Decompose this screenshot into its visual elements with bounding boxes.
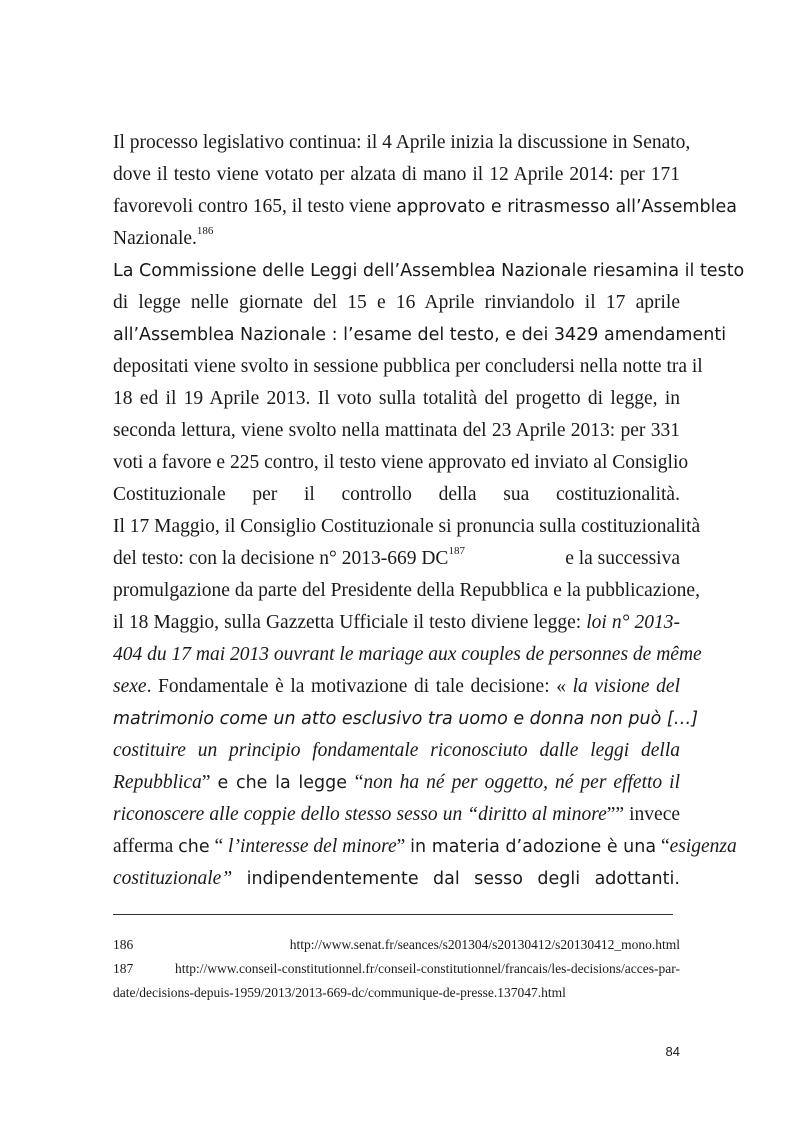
text-line-21 [113,771,680,795]
text-line-18 [113,675,680,699]
text-span-sans: in materia d’adozione è una [410,837,657,857]
footnote-separator [113,914,673,915]
text-span-italic: sexe [113,676,147,697]
text-line-22 [113,803,680,827]
text-line-8: depositati viene svolto in sessione pubblica per concludersi nella notte tra il [113,356,703,377]
text-line-12 [113,483,680,507]
text-span-italic: la visione del [572,676,680,697]
text-line-2: dove il testo viene votato per alzata di mano il 12 Aprile 2014: per 171 [113,164,680,185]
footnote-ref-186[interactable]: 186 [196,224,214,237]
text-span: “ [209,836,229,857]
text-line-11: voti a favore e 225 contro, il testo viene approvato ed inviato al Consiglio [113,452,689,473]
text-line-9: 18 ed il 19 Aprile 2013. Il voto sulla totalità del progetto di legge, in [113,388,680,409]
footnote-link[interactable]: date/decisions-depuis-1959/2013/2013-669-dc/communique-de-presse.137047.html [113,985,566,1000]
text-span-sans: e che la legge [217,773,355,793]
footnote-ref-187[interactable]: 187 [448,544,465,557]
word: della [438,484,477,505]
text-line-4 [113,224,680,251]
text-span [113,544,465,571]
text-span-italic: riconoscere alle coppie dello stesso sesso un “diritto al minore [113,804,607,825]
word: sesso [474,869,523,889]
text-span: . Fondamentale è la motivazione di tale decisione: « [146,676,573,697]
text-line-10: seconda lettura, viene svolto nella mattinata del 23 Aprile 2013: per 331 [113,420,680,441]
text-span: ” [201,772,218,793]
footnote-187-cont [113,984,680,1002]
word: degli [537,869,581,889]
text-line-5: La Commissione delle Leggi dell’Assemblea Nazionale riesamina il testo [113,261,745,281]
text-span-italic: Repubblica [113,772,202,793]
word: adottanti. [594,869,680,889]
text-span-sans: che [178,837,210,857]
text-span-italic: esigenza [669,836,737,857]
text-line-17: 404 du 17 mai 2013 ouvrant le mariage aux couples de personnes de même [113,644,702,665]
text-span-italic: l’interesse del minore [228,836,397,857]
footnote-link[interactable]: http://www.senat.fr/seances/s201304/s20130412/s20130412_mono.html [289,937,680,952]
footnote-186 [113,936,680,954]
text-line-16 [113,611,680,635]
text-span: favorevoli contro 165, il testo viene [113,196,397,217]
footnote-number: 187 [113,961,134,976]
text-span: il 18 Maggio, sulla Gazzetta Ufficiale il testo diviene legge: [113,612,587,633]
word: per [252,484,278,505]
footnote-187 [113,960,680,978]
text-line-23 [113,835,737,859]
footnote-number: 186 [113,937,134,952]
word: indipendentemente [246,869,419,889]
text-span-sans: approvato e ritrasmesso all’Assemblea [396,197,737,217]
text-line-1: Il processo legislativo continua: il 4 Aprile inizia la discussione in Senato, [113,132,691,153]
word: sua [503,484,530,505]
text-line-6: di legge nelle giornate del 15 e 16 Aprile rinviandolo il 17 aprile [113,292,680,313]
text-span-italic: loi n° 2013- [586,612,680,633]
text-span: ”” invece [606,804,680,825]
word: controllo [341,484,412,505]
text-line-24 [113,867,680,891]
word: costituzionale” [113,868,233,889]
text-span: ” [396,836,411,857]
text-line-15: promulgazione da parte del Presidente della Repubblica e la pubblicazione, [113,580,700,601]
text-line-13: Il 17 Maggio, il Consiglio Costituzionale si pronuncia sulla costituzionalità [113,516,701,537]
text-line-20: costituire un principio fondamentale riconosciuto dalle leggi della [113,740,680,761]
text-line-19: matrimonio come un atto esclusivo tra uomo e donna non può […] [113,709,699,729]
text-line-3 [113,195,737,219]
text-span: del testo: con la decisione n° 2013-669 DC [113,548,449,569]
footnote-link[interactable]: http://www.conseil-constitutionnel.fr/conseil-constitutionnel/francais/les-decisions/acces-par- [175,961,680,976]
text-span-italic: non ha né per oggetto, né per effetto il [363,772,681,793]
word: costituzionalità. [555,484,680,505]
word: Costituzionale [113,484,226,505]
text-line-14 [113,544,680,571]
text-span: “ [656,836,670,857]
text-line-7: all’Assemblea Nazionale : l’esame del testo, e dei 3429 amendamenti [113,325,727,345]
text-span: e la successiva [560,548,680,569]
word: il [303,484,315,505]
text-span: afferma [113,836,179,857]
page-number: 84 [665,1044,680,1059]
text-span: Nazionale. [113,228,197,249]
text-span: “ [354,772,364,793]
word: dal [433,869,460,889]
